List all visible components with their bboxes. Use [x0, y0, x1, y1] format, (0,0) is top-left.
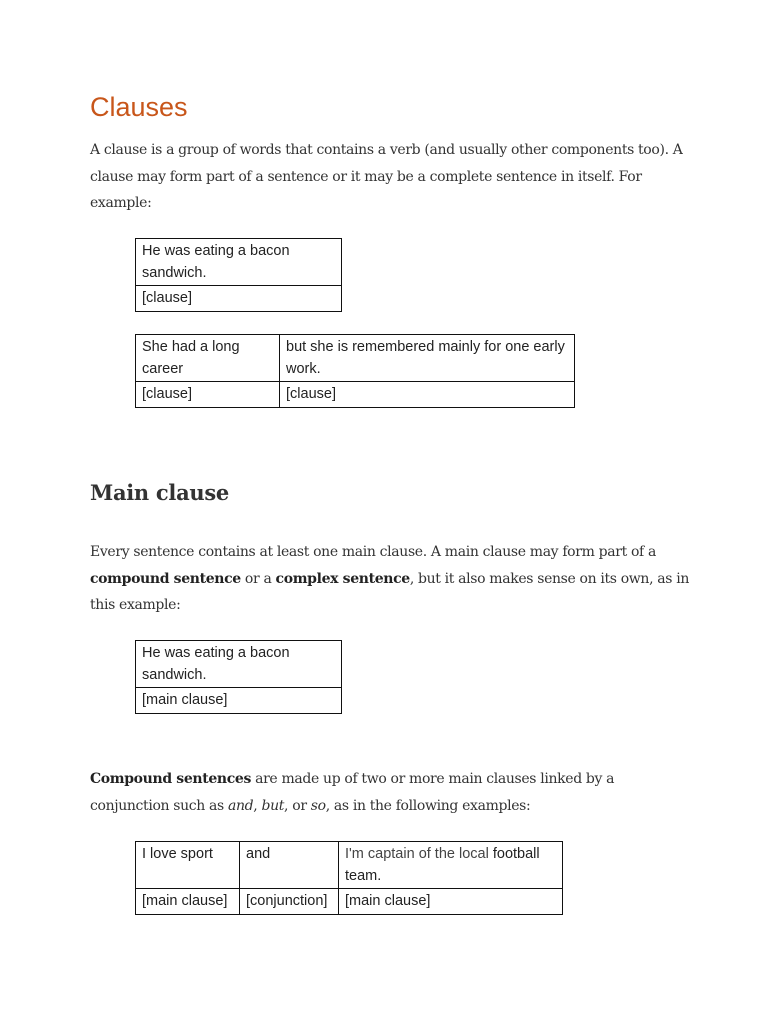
table-cell — [339, 842, 563, 889]
text-span: Every sentence contains at least one main clause. A main clause may form part of a — [90, 544, 656, 560]
text-span: football team. — [345, 846, 540, 884]
table-cell: [clause] — [136, 286, 342, 312]
table-cell: He was eating a bacon sandwich. — [136, 239, 342, 286]
example-table-1 — [135, 238, 342, 312]
table-cell: and — [240, 842, 339, 889]
text-span: , but it also makes sense on its own, as in this example: — [90, 570, 690, 613]
table-cell: I love sport — [136, 842, 240, 889]
bold-term: Compound sentences — [90, 771, 251, 787]
italic-term: so — [310, 797, 326, 814]
table-cell: [clause] — [136, 382, 280, 408]
table-cell: but she is remembered mainly for one early work. — [280, 335, 575, 382]
text-span: or a — [240, 570, 276, 587]
text-span: , or — [284, 797, 311, 814]
main-clause-intro — [90, 539, 690, 619]
clauses-intro: A clause is a group of words that contains a verb (and usually other components too). A clause may form part of a sentence or it may be a complete sentence in itself. For example: — [90, 142, 683, 211]
main-clause-heading: Main clause — [90, 480, 229, 505]
table-cell: [main clause] — [136, 688, 342, 714]
example-table-4 — [135, 841, 563, 915]
italic-term: but — [261, 797, 285, 814]
text-span: , — [253, 797, 262, 814]
text-span: I'm captain of the local — [345, 846, 489, 862]
italic-term: and — [228, 797, 254, 814]
text-span: , as in the following examples: — [325, 797, 531, 814]
table-cell: [conjunction] — [240, 889, 339, 915]
clauses-heading: Clauses — [90, 92, 188, 122]
table-cell: [clause] — [280, 382, 575, 408]
bold-term: complex sentence — [275, 570, 410, 587]
table-cell: [main clause] — [136, 889, 240, 915]
table-cell: He was eating a bacon sandwich. — [136, 641, 342, 688]
table-cell: [main clause] — [339, 889, 563, 915]
bold-term: compound sentence — [90, 570, 241, 587]
example-table-3 — [135, 640, 342, 714]
compound-intro — [90, 766, 690, 819]
table-cell: She had a long career — [136, 335, 280, 382]
example-table-2 — [135, 334, 575, 408]
text-span: are made up of two or more main clauses linked by a conjunction such as — [90, 771, 615, 814]
